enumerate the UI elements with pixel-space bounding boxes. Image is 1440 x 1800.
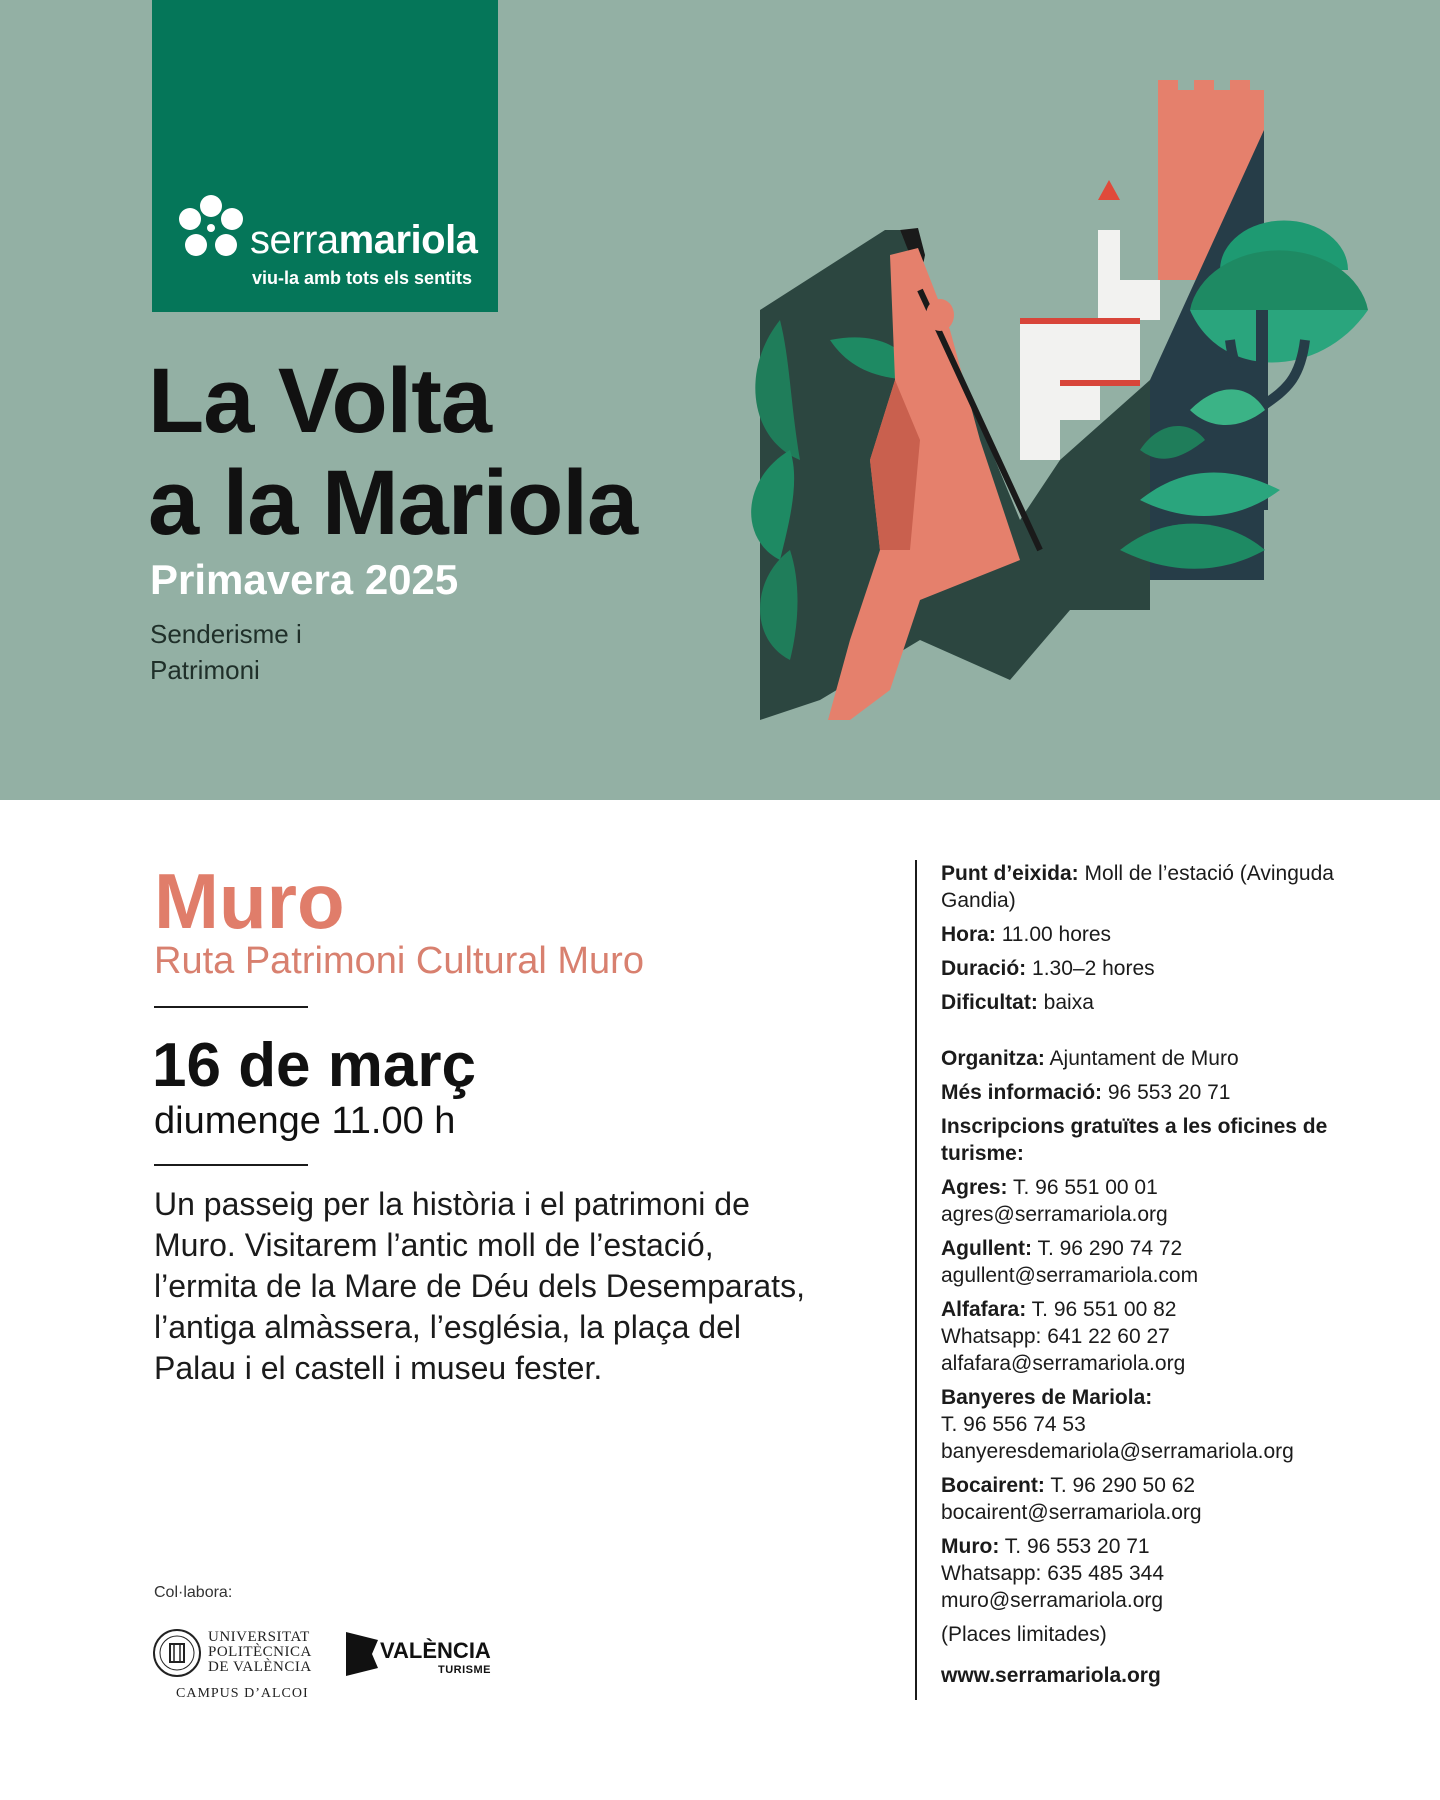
office-item xyxy=(941,1472,1361,1526)
office-name: Banyeres de Mariola: xyxy=(941,1386,1153,1409)
office-email[interactable]: alfafara@serramariola.org xyxy=(941,1352,1186,1375)
info-time-label: Hora: xyxy=(941,923,996,946)
office-name: Agullent: xyxy=(941,1237,1032,1260)
info-more xyxy=(941,1079,1361,1106)
brand-tagline: viu-la amb tots els sentits xyxy=(252,268,473,288)
info-time xyxy=(941,921,1361,948)
flower-logo-icon xyxy=(172,190,250,268)
office-phone: Whatsapp: 641 22 60 27 xyxy=(941,1325,1170,1348)
info-duration-label: Duració: xyxy=(941,957,1027,980)
info-duration xyxy=(941,955,1361,982)
office-name: Bocairent: xyxy=(941,1474,1045,1497)
event-day-time: diumenge 11.00 h xyxy=(154,1100,456,1142)
office-email[interactable]: bocairent@serramariola.org xyxy=(941,1501,1202,1524)
info-organizer-value: Ajuntament de Muro xyxy=(1049,1047,1239,1070)
info-start xyxy=(941,860,1361,914)
divider-top xyxy=(154,1006,308,1008)
office-phone: T. 96 551 00 01 xyxy=(1013,1176,1158,1199)
info-start-value: Moll de l’estació (Avinguda Gandia) xyxy=(941,862,1334,912)
upv-seal-icon xyxy=(152,1628,202,1678)
info-difficulty xyxy=(941,989,1361,1016)
office-email[interactable]: agullent@serramariola.com xyxy=(941,1264,1199,1287)
upv-line-3: DE VALÈNCIA xyxy=(208,1659,312,1675)
event-town: Muro xyxy=(154,857,345,945)
title-line-2: a la Mariola xyxy=(148,452,638,554)
office-phone: Whatsapp: 635 485 344 xyxy=(941,1562,1165,1585)
valencia-sub: TURISME xyxy=(438,1664,491,1676)
office-phone: T. 96 290 50 62 xyxy=(1050,1474,1196,1497)
page-title xyxy=(148,350,768,554)
office-item xyxy=(941,1533,1361,1614)
info-organizer xyxy=(941,1045,1361,1072)
event-description: Un passeig per la història i el patrimoni de Muro. Visitarem l’antic moll de l’estació, l’ermita de la Mare de Déu dels Desemparats, l’antiga almàssera, l’església, la plaça del Palau i el castell i museu fester. xyxy=(154,1186,805,1386)
info-organizer-label: Organitza: xyxy=(941,1047,1045,1070)
office-item xyxy=(941,1384,1361,1465)
valencia-name: VALÈNCIA xyxy=(380,1638,491,1663)
info-start-label: Punt d’eixida: xyxy=(941,862,1079,885)
office-phone: T. 96 551 00 82 xyxy=(1031,1298,1177,1321)
upv-line-2: POLITÈCNICA xyxy=(208,1644,312,1660)
tourism-offices-list xyxy=(941,1174,1361,1614)
office-name: Agres: xyxy=(941,1176,1008,1199)
info-duration-value: 1.30–2 hores xyxy=(1032,957,1155,980)
office-item xyxy=(941,1235,1361,1289)
office-email[interactable]: muro@serramariola.org xyxy=(941,1589,1164,1612)
office-email[interactable]: agres@serramariola.org xyxy=(941,1203,1168,1226)
season-label: Primavera 2025 xyxy=(150,556,459,603)
valencia-turisme-logo xyxy=(342,1624,512,1684)
hero-banner xyxy=(0,0,1440,800)
brand-logo-block xyxy=(152,0,498,312)
upv-line-1: UNIVERSITAT xyxy=(208,1629,310,1645)
brand-name xyxy=(250,218,477,263)
info-more-value: 96 553 20 71 xyxy=(1107,1081,1231,1104)
brand-name-serra: serra xyxy=(250,218,339,262)
office-phone: T. 96 290 74 72 xyxy=(1037,1237,1183,1260)
office-item xyxy=(941,1296,1361,1377)
info-difficulty-label: Dificultat: xyxy=(941,991,1038,1014)
info-spacer xyxy=(941,1023,1361,1045)
divider-bottom xyxy=(154,1164,308,1166)
info-divider xyxy=(915,860,917,1700)
office-phone: T. 96 556 74 53 xyxy=(941,1413,1086,1436)
office-phone: T. 96 553 20 71 xyxy=(1004,1535,1150,1558)
info-more-label: Més informació: xyxy=(941,1081,1103,1104)
info-signup-heading-text: Inscripcions gratuïtes a les oficines de turisme: xyxy=(941,1115,1328,1165)
collaborators-label: Col·labora: xyxy=(154,1584,233,1601)
info-column xyxy=(941,860,1361,1689)
upv-campus: CAMPUS D’ALCOI xyxy=(176,1686,309,1701)
hiker-castle-illustration xyxy=(720,80,1370,780)
upv-name xyxy=(208,1630,312,1675)
event-date: 16 de març xyxy=(152,1031,476,1100)
brand-name-mariola: mariola xyxy=(338,218,478,262)
valencia-mark-icon xyxy=(342,1630,382,1678)
event-route: Ruta Patrimoni Cultural Muro xyxy=(154,940,644,982)
office-name: Alfafara: xyxy=(941,1298,1027,1321)
office-email[interactable]: banyeresdemariola@serramariola.org xyxy=(941,1440,1294,1463)
info-limited: (Places limitades) xyxy=(941,1623,1107,1646)
hero-subtitle: Senderisme i Patrimoni xyxy=(150,619,302,685)
website-link[interactable]: www.serramariola.org xyxy=(941,1664,1161,1687)
office-name: Muro: xyxy=(941,1535,1000,1558)
info-signup-heading xyxy=(941,1113,1361,1167)
info-difficulty-value: baixa xyxy=(1043,991,1094,1014)
info-time-value: 11.00 hores xyxy=(1001,923,1112,946)
upv-logo xyxy=(152,1626,322,1701)
title-line-1: La Volta xyxy=(148,350,492,452)
office-item xyxy=(941,1174,1361,1228)
